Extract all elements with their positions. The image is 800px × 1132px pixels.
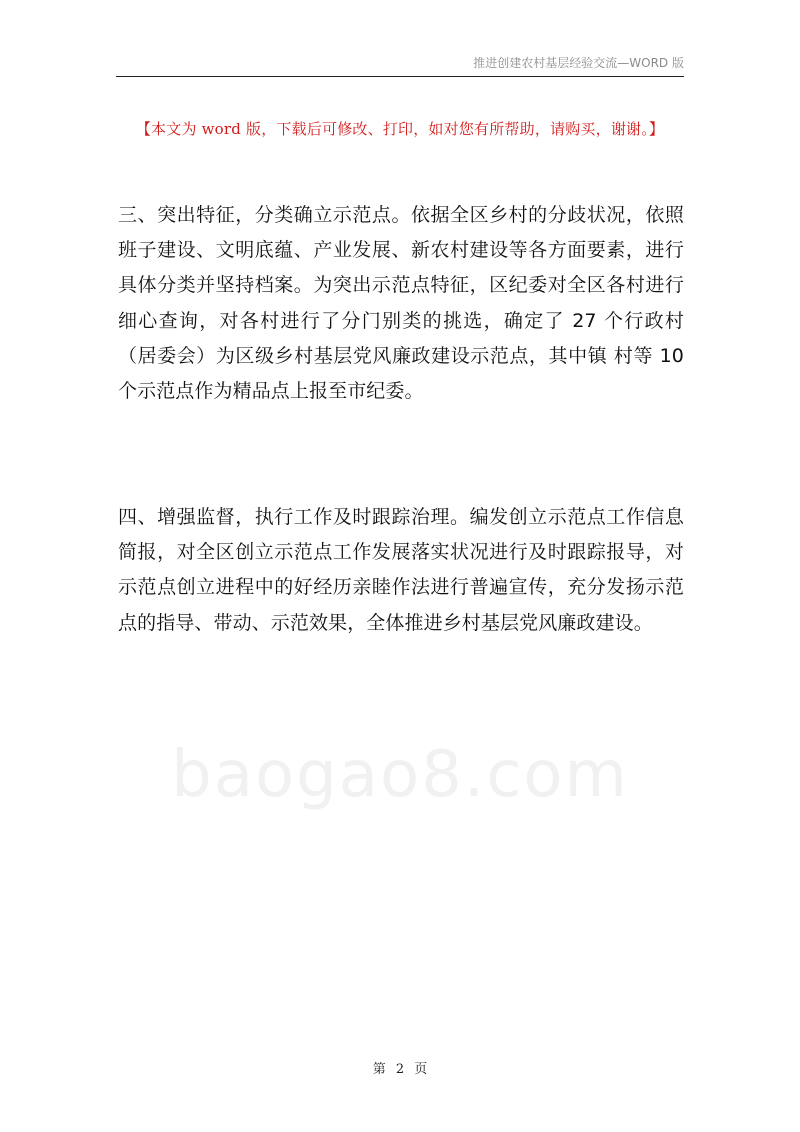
page-footer [0, 1058, 800, 1077]
page-header [116, 48, 684, 77]
paragraph-section-4: 四、增强监督，执行工作及时跟踪治理。编发创立示范点工作信息简报，对全区创立示范点工作发展落实状况进行及时跟踪报导，对示范点创立进程中的好经历亲睦作法进行普遍宣传，充分发扬示范点的指导、带动、示范效果，全体推进乡村基层党风廉政建设。 [118, 506, 684, 634]
paragraph-section-3: 三、突出特征，分类确立示范点。依据全区乡村的分歧状况，依照班子建设、文明底蕴、产业发展、新农村建设等各方面要素，进行具体分类并坚持档案。为突出示范点特征，区纪委对全区各村进行细心查询，对各村进行了分门别类的挑选，确定了 27 个行政村（居委会）为区级乡村基层党风廉政建设示范点，其中镇 村等 10 个示范点作为精品点上报至市纪委。 [118, 204, 684, 403]
watermark: baogao8.com [171, 738, 629, 812]
footer-prefix: 第 [372, 1062, 386, 1077]
purchase-notice: 【本文为 word 版，下载后可修改、打印，如对您有所帮助，请购买，谢谢。】 [135, 120, 665, 138]
page-number: 2 [395, 1062, 405, 1077]
header-title: 推进创建农村基层经验交流—WORD 版 [473, 56, 684, 70]
footer-suffix: 页 [414, 1062, 428, 1077]
